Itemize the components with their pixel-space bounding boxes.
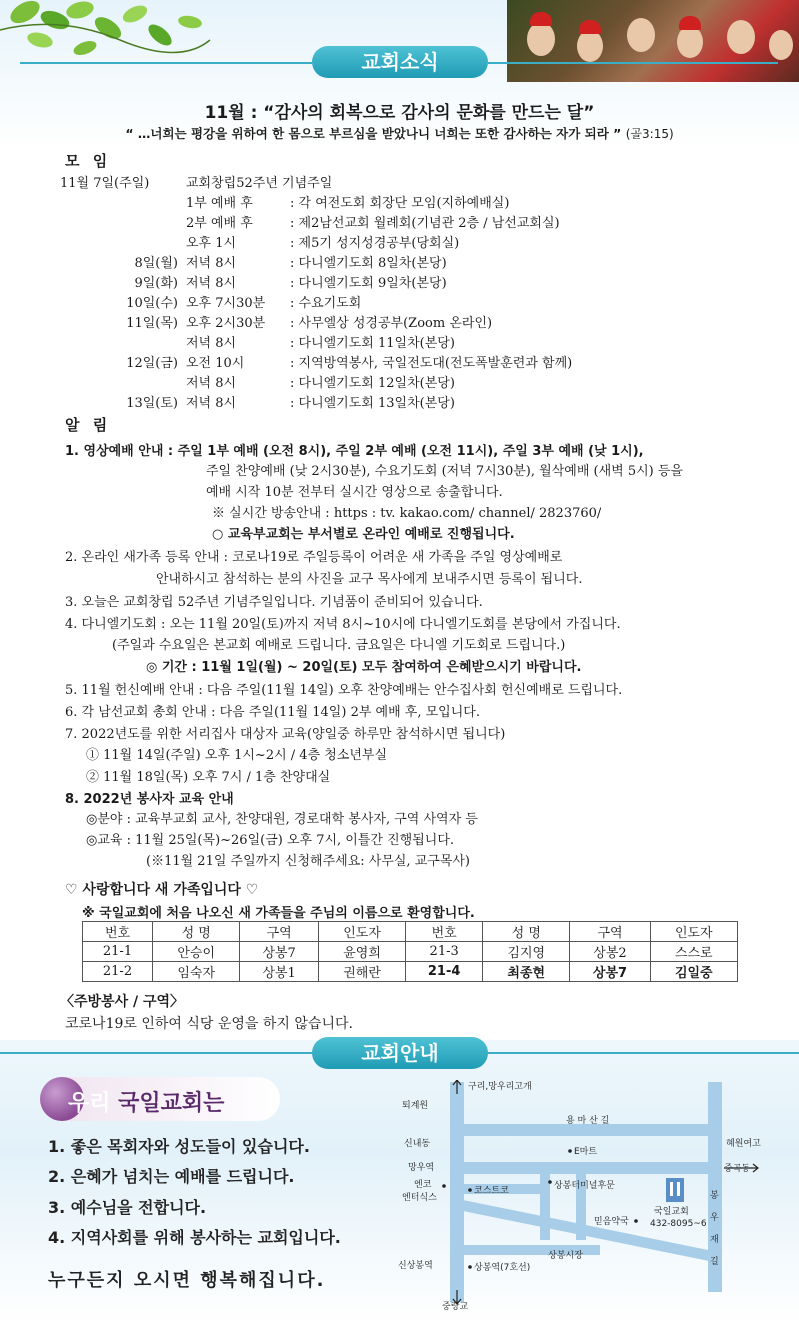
meeting-time: 저녁 8시 bbox=[186, 376, 237, 391]
table-cell: 21-4 bbox=[406, 962, 483, 982]
table-row bbox=[83, 962, 738, 982]
bible-verse bbox=[0, 124, 799, 142]
meeting-desc: : 다니엘기도회 9일차(본당) bbox=[290, 276, 447, 291]
notice-line: 예배 시작 10분 전부터 실시간 영상으로 송출합니다. bbox=[206, 485, 503, 500]
notice-line: 주일 찬양예배 (낮 2시30분), 수요기도회 (저녁 7시30분), 월삭예배 (새벽 5시) 등을 bbox=[206, 464, 683, 479]
welcome-message: 누구든지 오시면 행복해집니다. bbox=[48, 1270, 326, 1291]
notice-line: 2. 온라인 새가족 등록 안내 : 코로나19로 주일등록이 어려운 새 가족을 주일 영상예배로 bbox=[65, 550, 563, 565]
map-label: 망우역 bbox=[408, 1163, 435, 1173]
map-label: 혜원여고 bbox=[726, 1139, 761, 1149]
map-road-side-1 bbox=[540, 1174, 550, 1240]
meeting-time: 오전 10시 bbox=[186, 356, 245, 371]
notice-line: 5. 11월 헌신예배 안내 : 다음 주일(11월 14일) 오후 찬양예배는 안수집사회 헌신예배로 드립니다. bbox=[65, 683, 623, 698]
notice-line: 8. 2022년 봉사자 교육 안내 bbox=[65, 792, 234, 807]
new-family-intro: ※ 국일교회에 처음 나오신 새 가족들을 주님의 이름으로 환영합니다. bbox=[82, 906, 475, 921]
map-label: 국일교회 bbox=[654, 1207, 689, 1217]
meeting-desc: : 다니엘기도회 13일차(본당) bbox=[290, 396, 455, 411]
church-item: 1. 좋은 목회자와 성도들이 있습니다. bbox=[48, 1137, 310, 1156]
map-label: 중랑교 bbox=[442, 1302, 469, 1310]
table-cell: 스스로 bbox=[650, 942, 737, 962]
map-label: 재 bbox=[710, 1235, 719, 1245]
table-header: 번호 bbox=[83, 922, 153, 942]
meeting-desc: : 다니엘기도회 8일차(본당) bbox=[290, 256, 447, 271]
banner-line-left bbox=[20, 62, 312, 64]
table-cell: 21-1 bbox=[83, 942, 153, 962]
meeting-desc: : 사무엘상 성경공부(Zoom 온라인) bbox=[290, 316, 493, 331]
section-title-notices: 알 림 bbox=[65, 416, 112, 434]
meeting-date: 11일(목) bbox=[126, 316, 178, 331]
map-road-mangu bbox=[450, 1162, 722, 1174]
meeting-date: 11월 7일(주일) bbox=[60, 176, 150, 191]
table-header: 번호 bbox=[406, 922, 483, 942]
meeting-desc: : 각 여전도회 회장단 모임(지하예배실) bbox=[290, 196, 510, 211]
church-item: 2. 은혜가 넘치는 예배를 드립니다. bbox=[48, 1167, 295, 1186]
meeting-time: 1부 예배 후 bbox=[186, 196, 253, 211]
table-cell: 상봉2 bbox=[570, 942, 650, 962]
table-header: 인도자 bbox=[318, 922, 405, 942]
map-label: 엔코 bbox=[414, 1180, 432, 1190]
table-header: 성 명 bbox=[483, 922, 570, 942]
banner-line-right bbox=[488, 62, 778, 64]
table-cell: 임숙자 bbox=[153, 962, 240, 982]
location-dot-icon bbox=[634, 1219, 638, 1223]
location-dot-icon bbox=[568, 1149, 572, 1153]
table-cell: 김지영 bbox=[483, 942, 570, 962]
table-header-row bbox=[83, 922, 738, 942]
church-building-window-icon bbox=[677, 1182, 680, 1196]
table-header: 성 명 bbox=[153, 922, 240, 942]
church-title-first: 우리 bbox=[68, 1091, 111, 1116]
location-dot-icon bbox=[442, 1184, 446, 1188]
table-cell: 21-2 bbox=[83, 962, 153, 982]
notice-line: 안내하시고 참석하는 분의 사진을 교구 목사에게 보내주시면 등록이 됩니다. bbox=[156, 572, 583, 587]
table-header: 구역 bbox=[570, 922, 650, 942]
map-label: 신상봉역 bbox=[398, 1261, 433, 1271]
table-header: 인도자 bbox=[650, 922, 737, 942]
meeting-time: 저녁 8시 bbox=[186, 396, 237, 411]
christmas-choir-photo bbox=[507, 0, 799, 82]
table-cell: 상봉7 bbox=[570, 962, 650, 982]
meeting-time: 저녁 8시 bbox=[186, 256, 237, 271]
notice-line: 7. 2022년도를 위한 서리집사 대상자 교육(양일중 하루만 참석하시면 됩니다) bbox=[65, 727, 506, 742]
meeting-date: 10일(수) bbox=[126, 296, 178, 311]
map-label: 구리,망우리고개 bbox=[468, 1082, 532, 1092]
meeting-desc: : 제2남선교회 월례회(기념관 2층 / 남선교회실) bbox=[290, 216, 560, 231]
church-item: 4. 지역사회를 위해 봉사하는 교회입니다. bbox=[48, 1228, 341, 1247]
map-label: 중곡동 bbox=[724, 1164, 751, 1174]
notice-line: 1. 영상예배 안내 : 주일 1부 예배 (오전 8시), 주일 2부 예배 (오전 11시), 주일 3부 예배 (낮 1시), bbox=[65, 444, 644, 459]
meeting-desc: : 수요기도회 bbox=[290, 296, 362, 311]
meeting-time: 2부 예배 후 bbox=[186, 216, 253, 231]
meeting-date: 9일(화) bbox=[134, 276, 178, 291]
map-label: 용 마 산 길 bbox=[566, 1116, 610, 1126]
kitchen-title: 〈주방봉사 / 구역〉 bbox=[60, 994, 185, 1010]
location-map bbox=[398, 1080, 770, 1310]
church-title bbox=[68, 1086, 224, 1117]
map-label: 봉 bbox=[710, 1191, 719, 1201]
table-cell: 안승이 bbox=[153, 942, 240, 962]
table-cell: 권해란 bbox=[318, 962, 405, 982]
meeting-time: 교회창립52주년 기념주일 bbox=[186, 176, 333, 191]
month-headline: 11월 : “감사의 회복으로 감사의 문화를 만드는 달” bbox=[204, 103, 595, 123]
church-title-rest: 국일교회는 bbox=[110, 1091, 225, 1116]
church-guide-banner: 교회안내 bbox=[312, 1037, 488, 1069]
table-cell: 21-3 bbox=[406, 942, 483, 962]
section-title-meetings: 모 임 bbox=[65, 152, 112, 170]
notice-line: 6. 각 남선교회 총회 안내 : 다음 주일(11월 14일) 2부 예배 후, 모입니다. bbox=[65, 705, 480, 720]
map-label: 엔터식스 bbox=[402, 1193, 437, 1203]
location-dot-icon bbox=[468, 1265, 472, 1269]
notice-line: (주일과 수요일은 본교회 예배로 드립니다. 금요일은 다니엘 기도회로 드립니다.) bbox=[112, 638, 566, 653]
new-family-table bbox=[82, 921, 738, 982]
meeting-time: 오후 1시 bbox=[186, 236, 237, 251]
map-label: 상봉시장 bbox=[548, 1251, 583, 1261]
notice-line: ◎ 기간 : 11월 1일(월) ~ 20일(토) 모두 참여하여 은혜받으시기 바랍니다. bbox=[146, 660, 582, 675]
location-dot-icon bbox=[468, 1188, 472, 1192]
notice-line: ○ 교육부교회는 부서별로 온라인 예배로 진행됩니다. bbox=[212, 527, 515, 542]
table-cell: 상봉1 bbox=[240, 962, 319, 982]
table-row bbox=[83, 942, 738, 962]
map-label: 상봉역(7호선) bbox=[474, 1263, 531, 1273]
meeting-time: 오후 7시30분 bbox=[186, 296, 266, 311]
table-header: 구역 bbox=[240, 922, 319, 942]
kitchen-text: 코로나19로 인하여 식당 운영을 하지 않습니다. bbox=[65, 1016, 353, 1032]
notice-line: ※ 실시간 방송안내 : https : tv. kakao.com/ channel/ 2823760/ bbox=[212, 506, 602, 521]
new-family-title: ♡ 사랑합니다 새 가족입니다 ♡ bbox=[65, 882, 259, 898]
meeting-desc: : 다니엘기도회 12일차(본당) bbox=[290, 376, 455, 391]
meeting-time: 저녁 8시 bbox=[186, 336, 237, 351]
verse-reference: (골3:15) bbox=[625, 127, 674, 141]
meeting-desc: : 지역방역봉사, 국일전도대(전도폭발훈련과 함께) bbox=[290, 356, 573, 371]
location-dot-icon bbox=[548, 1180, 552, 1184]
map-label: 코스트코 bbox=[474, 1186, 509, 1196]
map-label: 믿음약국 bbox=[594, 1217, 629, 1227]
church-building-window-icon bbox=[670, 1182, 673, 1196]
meeting-date: 13일(토) bbox=[126, 396, 178, 411]
notice-line: ② 11월 18일(목) 오후 7시 / 1층 찬양대실 bbox=[86, 770, 331, 785]
notice-line: 4. 다니엘기도회 : 오는 11월 20일(토)까지 저녁 8시~10시에 다니엘기도회를 본당에서 가집니다. bbox=[65, 617, 621, 632]
map-label: 우 bbox=[710, 1213, 719, 1223]
verse-text: “ …너희는 평강을 위하여 한 몸으로 부르심을 받았나니 너희는 또한 감사하는 자가 되라 ” bbox=[125, 126, 622, 141]
meeting-desc: : 다니엘기도회 11일차(본당) bbox=[290, 336, 455, 351]
meeting-time: 저녁 8시 bbox=[186, 276, 237, 291]
notice-line: 3. 오늘은 교회창립 52주년 기념주일입니다. 기념품이 준비되어 있습니다. bbox=[65, 595, 483, 610]
table-cell: 김일중 bbox=[650, 962, 737, 982]
meeting-desc: : 제5기 성지성경공부(당회실) bbox=[290, 236, 460, 251]
map-label: 상봉터미널후문 bbox=[554, 1181, 615, 1191]
table-cell: 윤영희 bbox=[318, 942, 405, 962]
meeting-time: 오후 2시30분 bbox=[186, 316, 266, 331]
table-cell: 최종현 bbox=[483, 962, 570, 982]
map-label: E마트 bbox=[574, 1147, 598, 1157]
notice-line: ◎교육 : 11월 25일(목)~26일(금) 오후 7시, 이틀간 진행됩니다. bbox=[86, 833, 455, 848]
meeting-date: 12일(금) bbox=[126, 356, 178, 371]
church-item: 3. 예수님을 전합니다. bbox=[48, 1198, 207, 1217]
map-label: 432-8095~6 bbox=[650, 1219, 707, 1229]
meeting-date: 8일(월) bbox=[134, 256, 178, 271]
map-label: 퇴계원 bbox=[402, 1101, 429, 1111]
map-label: 길 bbox=[710, 1257, 719, 1267]
church-news-banner: 교회소식 bbox=[312, 46, 488, 78]
map-label: 신내동 bbox=[404, 1139, 431, 1149]
notice-line: ◎분야 : 교육부교회 교사, 찬양대원, 경로대학 봉사자, 구역 사역자 등 bbox=[86, 812, 478, 827]
church-building-icon bbox=[666, 1178, 684, 1202]
notice-line: (※11월 21일 주일까지 신청해주세요: 사무실, 교구목사) bbox=[146, 854, 471, 869]
table-cell: 상봉7 bbox=[240, 942, 319, 962]
notice-line: ① 11월 14일(주일) 오후 1시~2시 / 4층 청소년부실 bbox=[86, 748, 388, 763]
